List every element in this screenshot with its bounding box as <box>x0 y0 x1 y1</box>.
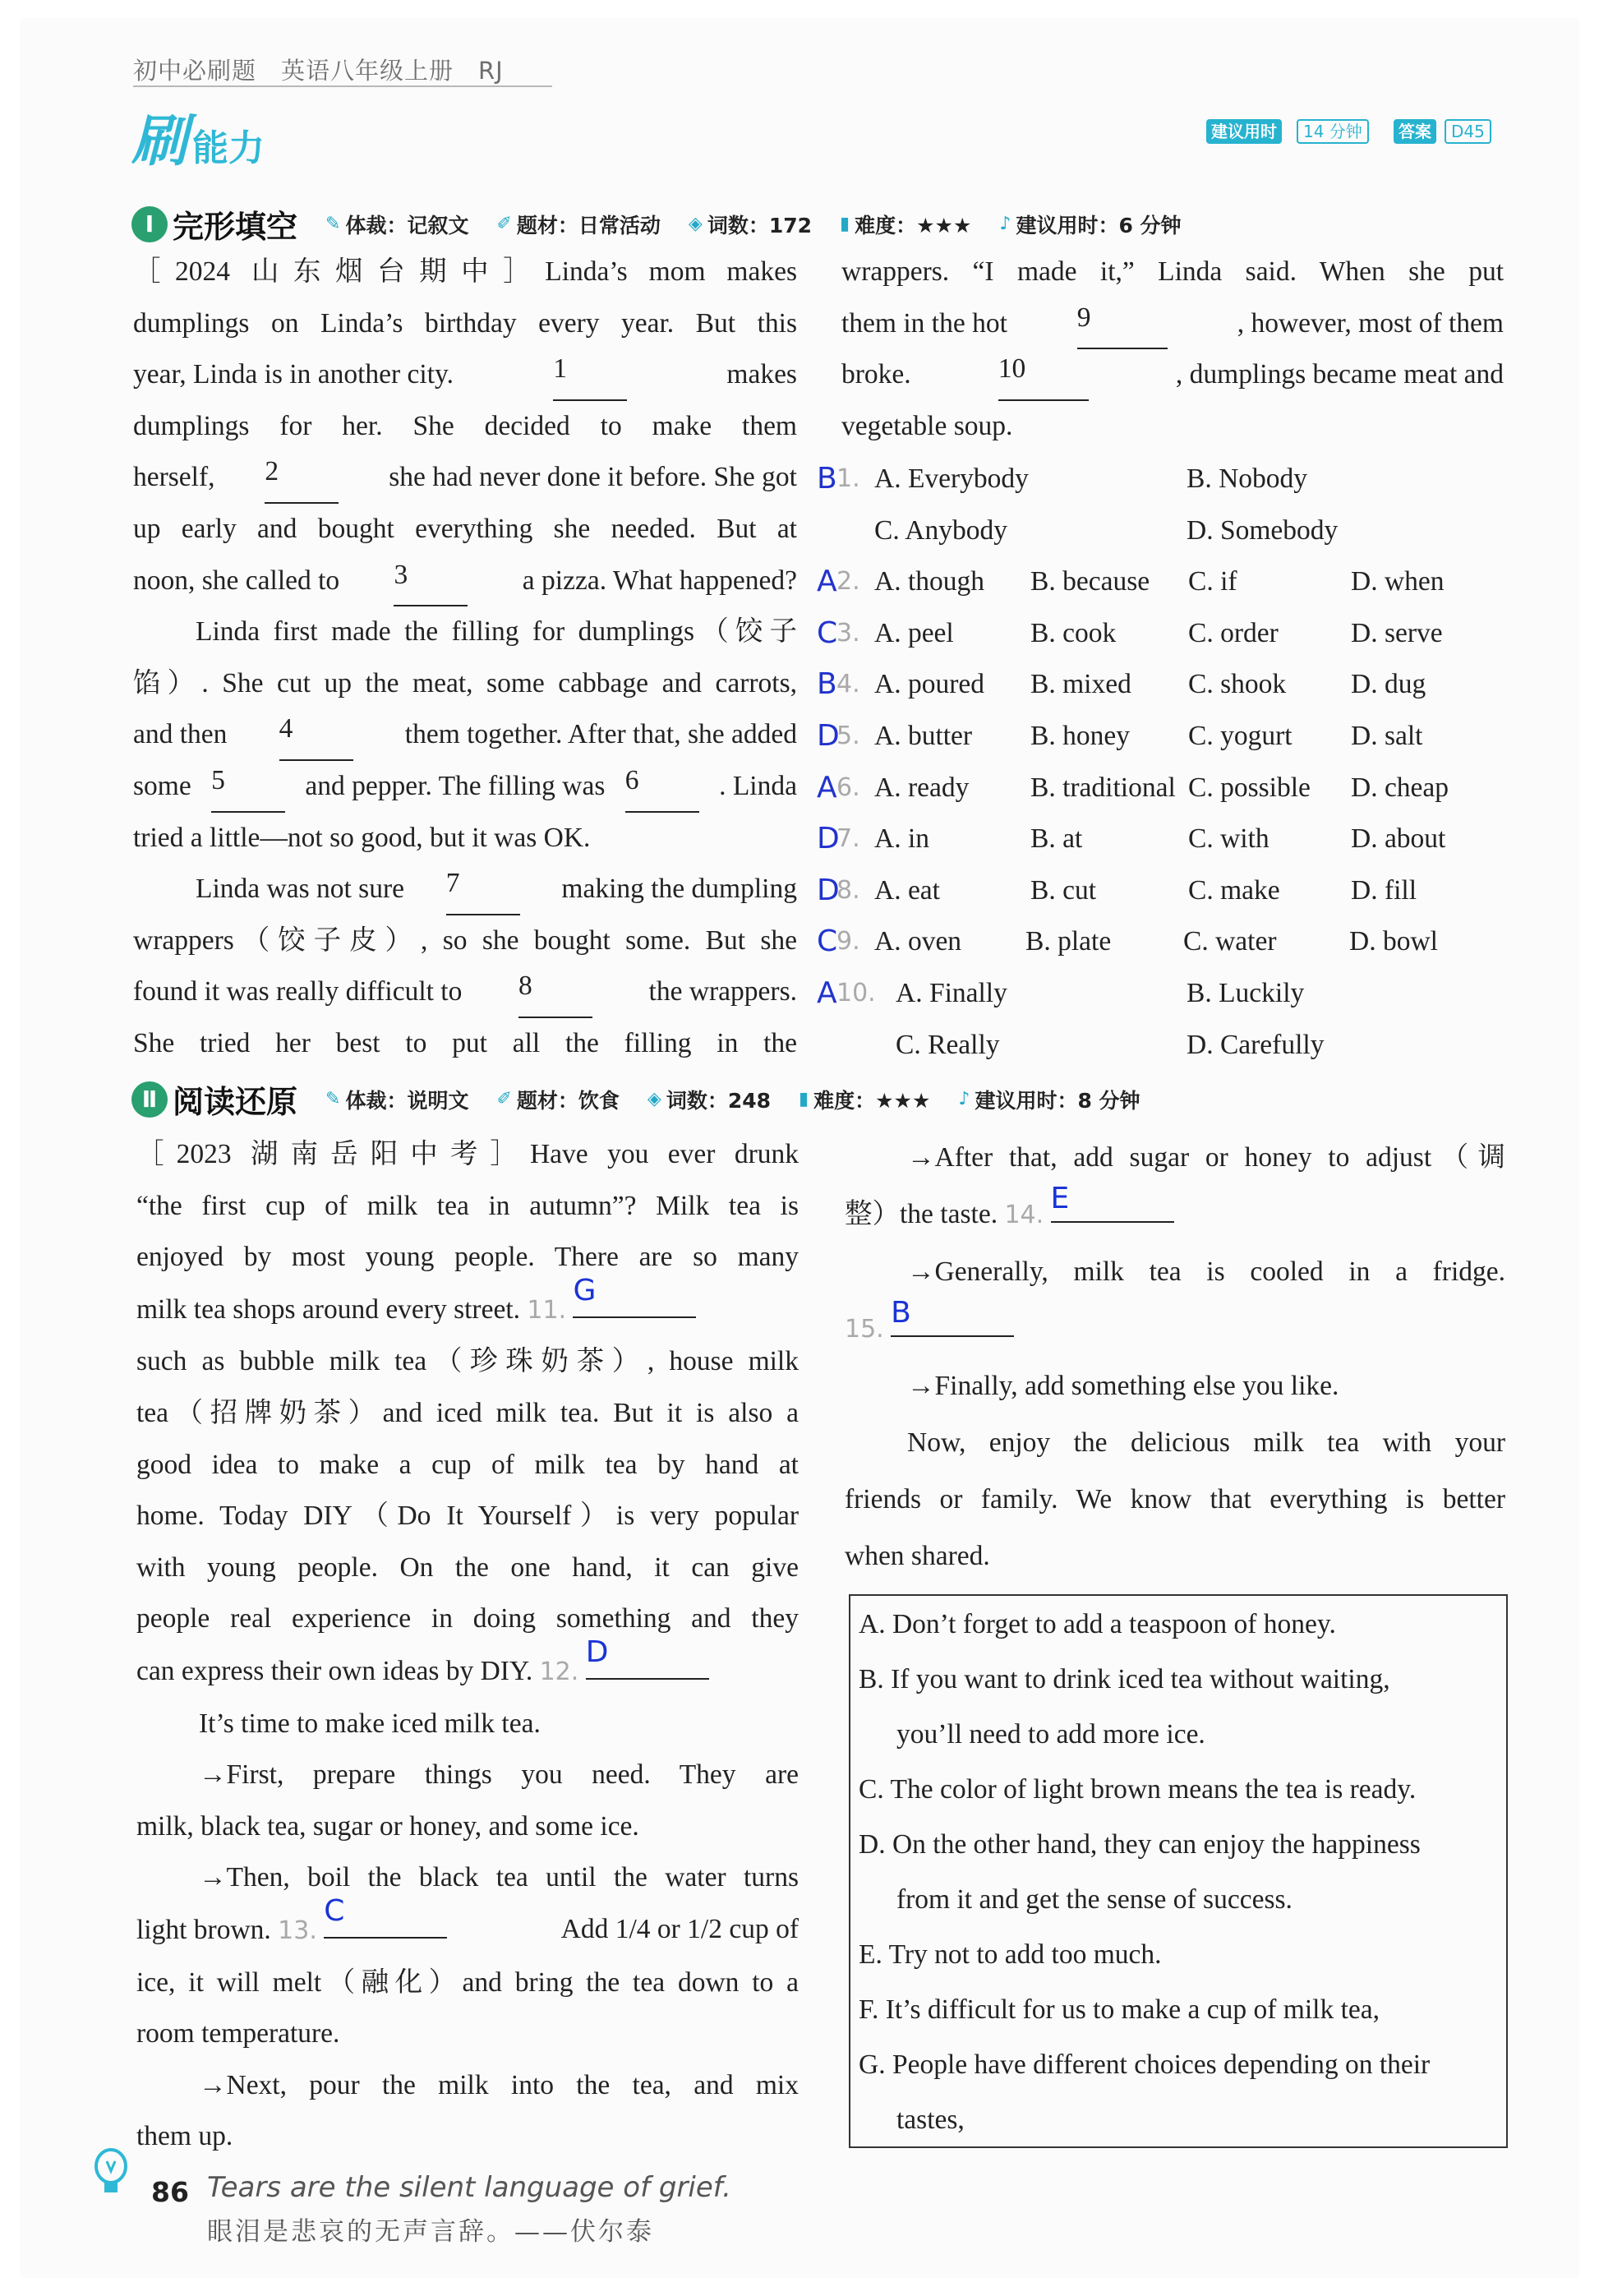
choice-b-cont: you’ll need to add more ice. <box>896 1719 1205 1750</box>
question-row <box>817 763 1507 814</box>
blank-5[interactable]: 5 <box>211 761 285 813</box>
text-span: 整）the taste. <box>845 1199 998 1229</box>
section1-topic: 题材：日常活动 <box>516 213 661 237</box>
handwritten-answer: D <box>817 822 840 856</box>
text-span: them in the hot <box>841 307 1007 339</box>
text-span: , however, most of them <box>1237 307 1504 339</box>
option-a[interactable]: A. though <box>874 566 984 597</box>
question-14-number: 14. <box>1004 1201 1044 1229</box>
text-line <box>841 349 1504 401</box>
text-line: →Finally, add something else you like. <box>907 1371 1339 1401</box>
option-d[interactable]: D. about <box>1351 823 1446 855</box>
blank-9[interactable]: 9 <box>1077 298 1168 350</box>
section1-difficulty: 难度：★★★ <box>855 213 972 237</box>
option-b[interactable]: B. plate <box>1025 926 1112 957</box>
text-span: and pepper. The filling was <box>305 770 606 801</box>
blank-10[interactable]: 10 <box>998 349 1089 401</box>
question-number: 7. <box>836 824 860 854</box>
question-row <box>817 454 1507 546</box>
option-d[interactable]: D. when <box>1351 566 1445 597</box>
question-number: 3. <box>836 618 860 648</box>
pen-icon: ✎ <box>325 1089 341 1109</box>
option-d[interactable]: D. salt <box>1351 721 1423 751</box>
option-d[interactable]: D. Carefully <box>1187 1029 1325 1060</box>
question-row <box>817 968 1507 1060</box>
text-line <box>136 1634 799 1699</box>
text-span: herself, <box>133 462 215 493</box>
text-span: some <box>133 770 191 801</box>
footer-quote-en: Tears are the silent language of grief. <box>207 2171 731 2204</box>
text-span: , dumplings became meat and <box>1175 359 1504 390</box>
text-line: →Generally, milk tea is cooled in a fridge. <box>907 1256 1505 1287</box>
text-span: she had never done it before. She got <box>389 462 797 493</box>
text-line: enjoyed by most young people. There are so many <box>136 1242 799 1273</box>
text-span: and then <box>133 719 228 750</box>
text-line: friends or family. We know that everything is better <box>845 1484 1505 1515</box>
question-number: 9. <box>836 927 860 957</box>
book-series: 初中必刷题 英语八年级上册 RJ <box>133 57 504 85</box>
text-line: “the first cup of milk tea in autumn”? Milk tea is <box>136 1190 799 1221</box>
pen-icon: ✎ <box>325 214 341 234</box>
section1-number: Ⅰ <box>131 206 168 242</box>
option-a[interactable]: A. ready <box>874 772 970 803</box>
section2-difficulty: 难度：★★★ <box>813 1088 931 1113</box>
section2-genre: 体裁：说明文 <box>345 1088 469 1113</box>
option-c[interactable]: C. water <box>1183 926 1277 957</box>
question-number: 10. <box>836 979 876 1007</box>
option-c[interactable]: C. Really <box>896 1029 1000 1060</box>
question-row <box>817 865 1507 916</box>
text-line <box>845 1182 1505 1243</box>
reading-passage-right <box>845 1129 1505 1584</box>
text-span: noon, she called to <box>133 565 340 596</box>
text-line <box>133 761 797 813</box>
footer-quote-cn: 眼泪是悲哀的无声言辞。——伏尔泰 <box>207 2217 654 2247</box>
text-line: when shared. <box>845 1541 990 1571</box>
choice-e: E. Try not to add too much. <box>859 1939 1162 1970</box>
section1-genre: 体裁：记叙文 <box>345 213 469 237</box>
bell-icon: ♪ <box>999 214 1011 234</box>
option-a[interactable]: A. oven <box>874 926 962 957</box>
choice-g-cont: tastes, <box>896 2105 965 2135</box>
section2-header <box>131 1077 1168 1122</box>
option-d[interactable]: D. cheap <box>1351 772 1449 803</box>
answer-14-blank[interactable] <box>1050 1182 1174 1223</box>
handwritten-answer: A <box>817 565 837 599</box>
cloze-passage-p2 <box>841 247 1504 452</box>
option-b[interactable]: B. traditional <box>1030 772 1176 803</box>
choice-b: B. If you want to drink iced tea without waiting, <box>859 1664 1390 1694</box>
answer-15: B <box>891 1296 911 1330</box>
choice-d: D. On the other hand, they can enjoy the happiness <box>859 1829 1421 1860</box>
text-line: home. Today DIY（Do It Yourself）is very popular <box>136 1501 799 1532</box>
option-b[interactable]: B. honey <box>1030 721 1130 751</box>
blank-3[interactable]: 3 <box>394 556 468 607</box>
text-line <box>136 1273 799 1337</box>
answer-14: E <box>1050 1182 1070 1215</box>
option-b[interactable]: B. because <box>1030 566 1150 597</box>
answer-13: C <box>324 1893 345 1928</box>
handwritten-answer: C <box>817 615 838 650</box>
text-line: with young people. On the one hand, it can give <box>136 1551 799 1583</box>
section1-time: 建议用时：6 分钟 <box>1016 213 1182 237</box>
text-line: Now, enjoy the delicious milk tea with your <box>907 1427 1505 1458</box>
brand-big: 刷 <box>131 109 188 174</box>
text-line: 馅）. She cut up the meat, some cabbage and carrots, <box>133 667 797 698</box>
option-b[interactable]: B. cut <box>1030 874 1097 906</box>
blank-7[interactable]: 7 <box>446 864 520 915</box>
text-span: milk tea shops around every street. <box>136 1293 521 1325</box>
brand-small: 能力 <box>192 127 265 169</box>
question-13-number: 13. <box>278 1916 317 1945</box>
handwritten-answer: B <box>817 667 837 702</box>
question-row <box>817 711 1507 762</box>
text-line <box>845 1296 1505 1358</box>
text-span: found it was really difficult to <box>133 976 463 1007</box>
option-d[interactable]: D. bowl <box>1349 926 1438 957</box>
question-row <box>817 659 1507 710</box>
section2-topic: 题材：饮食 <box>516 1088 620 1113</box>
header-rule <box>133 85 552 87</box>
text-line: She tried her best to put all the filling in the <box>133 1027 797 1058</box>
text-line: ［2023 湖南岳阳中考］Have you ever drunk <box>136 1139 799 1169</box>
text-line: ice, it will melt（融化）and bring the tea down to a <box>136 1966 799 1998</box>
option-d[interactable]: D. fill <box>1351 874 1417 906</box>
option-a[interactable]: A. peel <box>874 617 954 648</box>
blank-6[interactable]: 6 <box>625 761 699 813</box>
section2-title: 阅读还原 <box>173 1084 298 1120</box>
blank-2[interactable]: 2 <box>265 452 339 504</box>
text-span: Add 1/4 or 1/2 cup of <box>560 1913 799 1944</box>
choice-f: F. It’s difficult for us to make a cup of milk tea, <box>859 1994 1380 2025</box>
question-number: 5. <box>836 722 860 750</box>
question-15-number: 15. <box>845 1315 884 1344</box>
section1-title: 完形填空 <box>173 209 298 245</box>
choice-box <box>849 1594 1508 2148</box>
bar-chart-icon: ▮ <box>840 214 850 234</box>
option-a[interactable]: A. butter <box>874 721 973 751</box>
text-line: →First, prepare things you need. They are <box>199 1759 799 1791</box>
count-icon: ◈ <box>688 214 703 234</box>
blank-8[interactable]: 8 <box>518 966 592 1018</box>
answer-label: 答案 <box>1394 119 1436 144</box>
pencil-icon: ✐ <box>496 214 512 234</box>
text-line: →Then, boil the black tea until the water turns <box>199 1862 799 1893</box>
handwritten-answer: D <box>817 719 840 753</box>
text-span: makes <box>726 359 797 390</box>
blank-4[interactable]: 4 <box>279 709 353 761</box>
text-line <box>133 452 797 504</box>
option-c[interactable]: C. shook <box>1188 669 1287 700</box>
question-row <box>817 608 1507 659</box>
reading-passage-left <box>136 1129 799 2163</box>
handwritten-answer: C <box>817 924 838 959</box>
pencil-icon: ✐ <box>496 1089 512 1109</box>
text-line: dumplings for her. She decided to make them <box>133 410 797 441</box>
answer-page: D45 <box>1445 119 1491 144</box>
question-number: 8. <box>836 875 860 905</box>
page-number: 86 <box>151 2176 189 2208</box>
option-a[interactable]: A. Everybody <box>874 463 1029 494</box>
answer-15-blank[interactable] <box>891 1296 1014 1337</box>
text-span: a pizza. What happened? <box>522 565 797 596</box>
option-b[interactable]: B. Nobody <box>1187 463 1308 494</box>
text-span: Linda was not sure <box>196 874 404 905</box>
suggest-value: 14 分钟 <box>1297 119 1369 144</box>
count-icon: ◈ <box>647 1089 661 1109</box>
option-b[interactable]: B. at <box>1030 823 1083 855</box>
text-span: . Linda <box>719 770 797 801</box>
question-number: 4. <box>836 670 860 699</box>
option-c[interactable]: C. Anybody <box>874 514 1007 546</box>
option-c[interactable]: C. possible <box>1188 772 1311 803</box>
text-line: wrappers. “I made it,” Linda said. When she put <box>841 256 1504 287</box>
text-line: dumplings on Linda’s birthday every year. But this <box>133 307 797 339</box>
text-line <box>136 1893 799 1957</box>
handwritten-answer: A <box>817 976 837 1010</box>
text-line: tried a little—not so good, but it was OK. <box>133 822 591 853</box>
question-number: 1. <box>836 464 860 493</box>
text-span <box>136 1893 447 1957</box>
text-span: broke. <box>841 359 911 390</box>
text-line <box>133 864 797 915</box>
text-line: tea（招牌奶茶）and iced milk tea. But it is also a <box>136 1397 799 1428</box>
answer-13-blank[interactable] <box>324 1893 447 1939</box>
text-span: light brown. <box>136 1914 271 1945</box>
section1-words: 词数：172 <box>707 213 813 237</box>
handwritten-answer: A <box>817 770 837 805</box>
text-line: wrappers（饺子皮）, so she bought some. But she <box>133 924 797 956</box>
option-d[interactable]: D. Somebody <box>1187 514 1339 546</box>
text-span: year, Linda is in another city. <box>133 359 454 390</box>
text-line: milk, black tea, sugar or honey, and some ice. <box>136 1810 639 1842</box>
text-line: →After that, add sugar or honey to adjust（调 <box>907 1142 1505 1173</box>
option-c[interactable]: C. order <box>1188 617 1279 648</box>
answer-11-blank[interactable] <box>573 1273 696 1318</box>
section2-words: 词数：248 <box>666 1088 772 1113</box>
text-line <box>133 556 797 607</box>
section2-number: Ⅱ <box>131 1081 168 1118</box>
text-line: such as bubble milk tea（珍珠奶茶）, house milk <box>136 1346 799 1377</box>
text-line: It’s time to make iced milk tea. <box>199 1708 541 1739</box>
text-span: them together. After that, she added <box>404 719 797 750</box>
text-line <box>841 298 1504 350</box>
blank-1[interactable]: 1 <box>553 349 627 401</box>
option-a[interactable]: A. eat <box>874 874 940 906</box>
option-d[interactable]: D. serve <box>1351 617 1443 648</box>
question-number: 2. <box>836 567 860 597</box>
text-line: Linda first made the filling for dumplings（饺子 <box>196 616 797 648</box>
text-span: making the dumpling <box>561 874 797 905</box>
question-number: 6. <box>836 772 860 802</box>
bell-icon: ♪ <box>958 1089 970 1109</box>
question-12-number: 12. <box>539 1657 579 1686</box>
section2-time: 建议用时：8 分钟 <box>975 1088 1140 1113</box>
option-a[interactable]: A. poured <box>874 669 984 700</box>
option-b[interactable]: B. Luckily <box>1187 978 1305 1008</box>
bar-chart-icon: ▮ <box>799 1089 809 1109</box>
question-row <box>817 916 1507 967</box>
option-c[interactable]: C. make <box>1188 874 1280 906</box>
choice-a: A. Don’t forget to add a teaspoon of honey. <box>859 1609 1336 1639</box>
brand-logo <box>131 97 265 177</box>
cloze-passage-p1 <box>133 247 797 1070</box>
text-line: →Next, pour the milk into the tea, and mix <box>199 2069 799 2100</box>
option-a[interactable]: A. in <box>874 823 929 855</box>
lightbulb-icon <box>90 2146 131 2199</box>
suggest-label: 建议用时 <box>1206 119 1282 144</box>
section1-header <box>131 201 1210 247</box>
option-b[interactable]: B. cook <box>1030 617 1117 648</box>
handwritten-answer: D <box>817 873 840 907</box>
text-line: vegetable soup. <box>841 410 1013 441</box>
text-span: can express their own ideas by DIY. <box>136 1655 533 1686</box>
question-11-number: 11. <box>527 1295 567 1325</box>
text-line: good idea to make a cup of milk tea by hand at <box>136 1449 799 1480</box>
choice-g: G. People have different choices depending on their <box>859 2049 1431 2080</box>
text-line: up early and bought everything she needed. But at <box>133 513 797 544</box>
text-span: the wrappers. <box>648 976 797 1007</box>
text-line <box>133 966 797 1018</box>
text-line: ［2024 山东烟台期中］Linda’s mom makes <box>133 256 797 287</box>
answer-12: D <box>585 1634 609 1669</box>
option-b[interactable]: B. mixed <box>1030 669 1131 700</box>
question-row <box>817 814 1507 864</box>
text-line: them up. <box>136 2121 233 2152</box>
text-line <box>133 349 797 401</box>
choice-d-cont: from it and get the sense of success. <box>896 1884 1293 1915</box>
handwritten-answer: B <box>817 462 837 496</box>
option-c[interactable]: C. if <box>1188 566 1237 597</box>
answer-11: G <box>573 1273 597 1307</box>
option-d[interactable]: D. dug <box>1351 669 1426 700</box>
text-line <box>133 709 797 761</box>
option-a[interactable]: A. Finally <box>896 978 1007 1008</box>
question-row <box>817 556 1507 607</box>
text-line: room temperature. <box>136 2018 340 2049</box>
option-c[interactable]: C. yogurt <box>1188 721 1293 751</box>
choice-c: C. The color of light brown means the tea is ready. <box>859 1774 1417 1805</box>
answer-12-blank[interactable] <box>585 1634 709 1680</box>
option-c[interactable]: C. with <box>1188 823 1270 855</box>
text-line: people real experience in doing something and they <box>136 1603 799 1634</box>
